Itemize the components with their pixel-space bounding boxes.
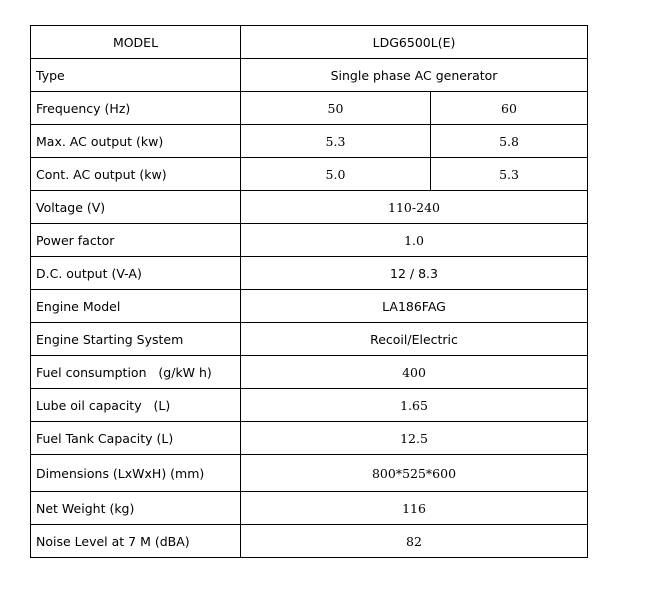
dc-output-label: D.C. output (V-A) xyxy=(31,257,241,290)
table-row-dc-output xyxy=(31,257,588,290)
voltage-label: Voltage (V) xyxy=(31,191,241,224)
table-row-net-weight xyxy=(31,492,588,525)
table-row-fuel-consumption xyxy=(31,356,588,389)
max-ac-output-value-60hz: 5.8 xyxy=(431,125,588,158)
cont-ac-output-label: Cont. AC output (kw) xyxy=(31,158,241,191)
fuel-tank-capacity-label: Fuel Tank Capacity (L) xyxy=(31,422,241,455)
voltage-value: 110-240 xyxy=(241,191,588,224)
model-value: LDG6500L(E) xyxy=(241,26,588,59)
engine-model-value: LA186FAG xyxy=(241,290,588,323)
cont-ac-output-value-60hz: 5.3 xyxy=(431,158,588,191)
table-row-voltage xyxy=(31,191,588,224)
table-row-type xyxy=(31,59,588,92)
table-row-max-ac-output xyxy=(31,125,588,158)
noise-level-value: 82 xyxy=(241,525,588,558)
engine-model-label: Engine Model xyxy=(31,290,241,323)
fuel-consumption-value: 400 xyxy=(241,356,588,389)
engine-starting-system-label: Engine Starting System xyxy=(31,323,241,356)
table-row-noise-level xyxy=(31,525,588,558)
table-row-engine-model xyxy=(31,290,588,323)
max-ac-output-value-50hz: 5.3 xyxy=(241,125,431,158)
frequency-value-60hz: 60 xyxy=(431,92,588,125)
table-row-power-factor xyxy=(31,224,588,257)
dimensions-value: 800*525*600 xyxy=(241,455,588,492)
power-factor-value: 1.0 xyxy=(241,224,588,257)
type-value: Single phase AC generator xyxy=(241,59,588,92)
table-row-dimensions xyxy=(31,455,588,492)
dimensions-label: Dimensions (LxWxH) (mm) xyxy=(31,455,241,492)
max-ac-output-label: Max. AC output (kw) xyxy=(31,125,241,158)
cont-ac-output-value-50hz: 5.0 xyxy=(241,158,431,191)
engine-starting-system-value: Recoil/Electric xyxy=(241,323,588,356)
lube-oil-capacity-value: 1.65 xyxy=(241,389,588,422)
table-row-model xyxy=(31,26,588,59)
frequency-label: Frequency (Hz) xyxy=(31,92,241,125)
noise-level-label: Noise Level at 7 M (dBA) xyxy=(31,525,241,558)
net-weight-value: 116 xyxy=(241,492,588,525)
table-row-lube-oil-capacity xyxy=(31,389,588,422)
type-label: Type xyxy=(31,59,241,92)
power-factor-label: Power factor xyxy=(31,224,241,257)
table-row-cont-ac-output xyxy=(31,158,588,191)
dc-output-value: 12 / 8.3 xyxy=(241,257,588,290)
fuel-tank-capacity-value: 12.5 xyxy=(241,422,588,455)
frequency-value-50hz: 50 xyxy=(241,92,431,125)
lube-oil-capacity-label: Lube oil capacity (L) xyxy=(31,389,241,422)
fuel-consumption-label: Fuel consumption (g/kW h) xyxy=(31,356,241,389)
net-weight-label: Net Weight (kg) xyxy=(31,492,241,525)
table-row-engine-starting-system xyxy=(31,323,588,356)
spec-table xyxy=(30,25,588,558)
table-row-frequency xyxy=(31,92,588,125)
model-label: MODEL xyxy=(31,26,241,59)
table-row-fuel-tank-capacity xyxy=(31,422,588,455)
